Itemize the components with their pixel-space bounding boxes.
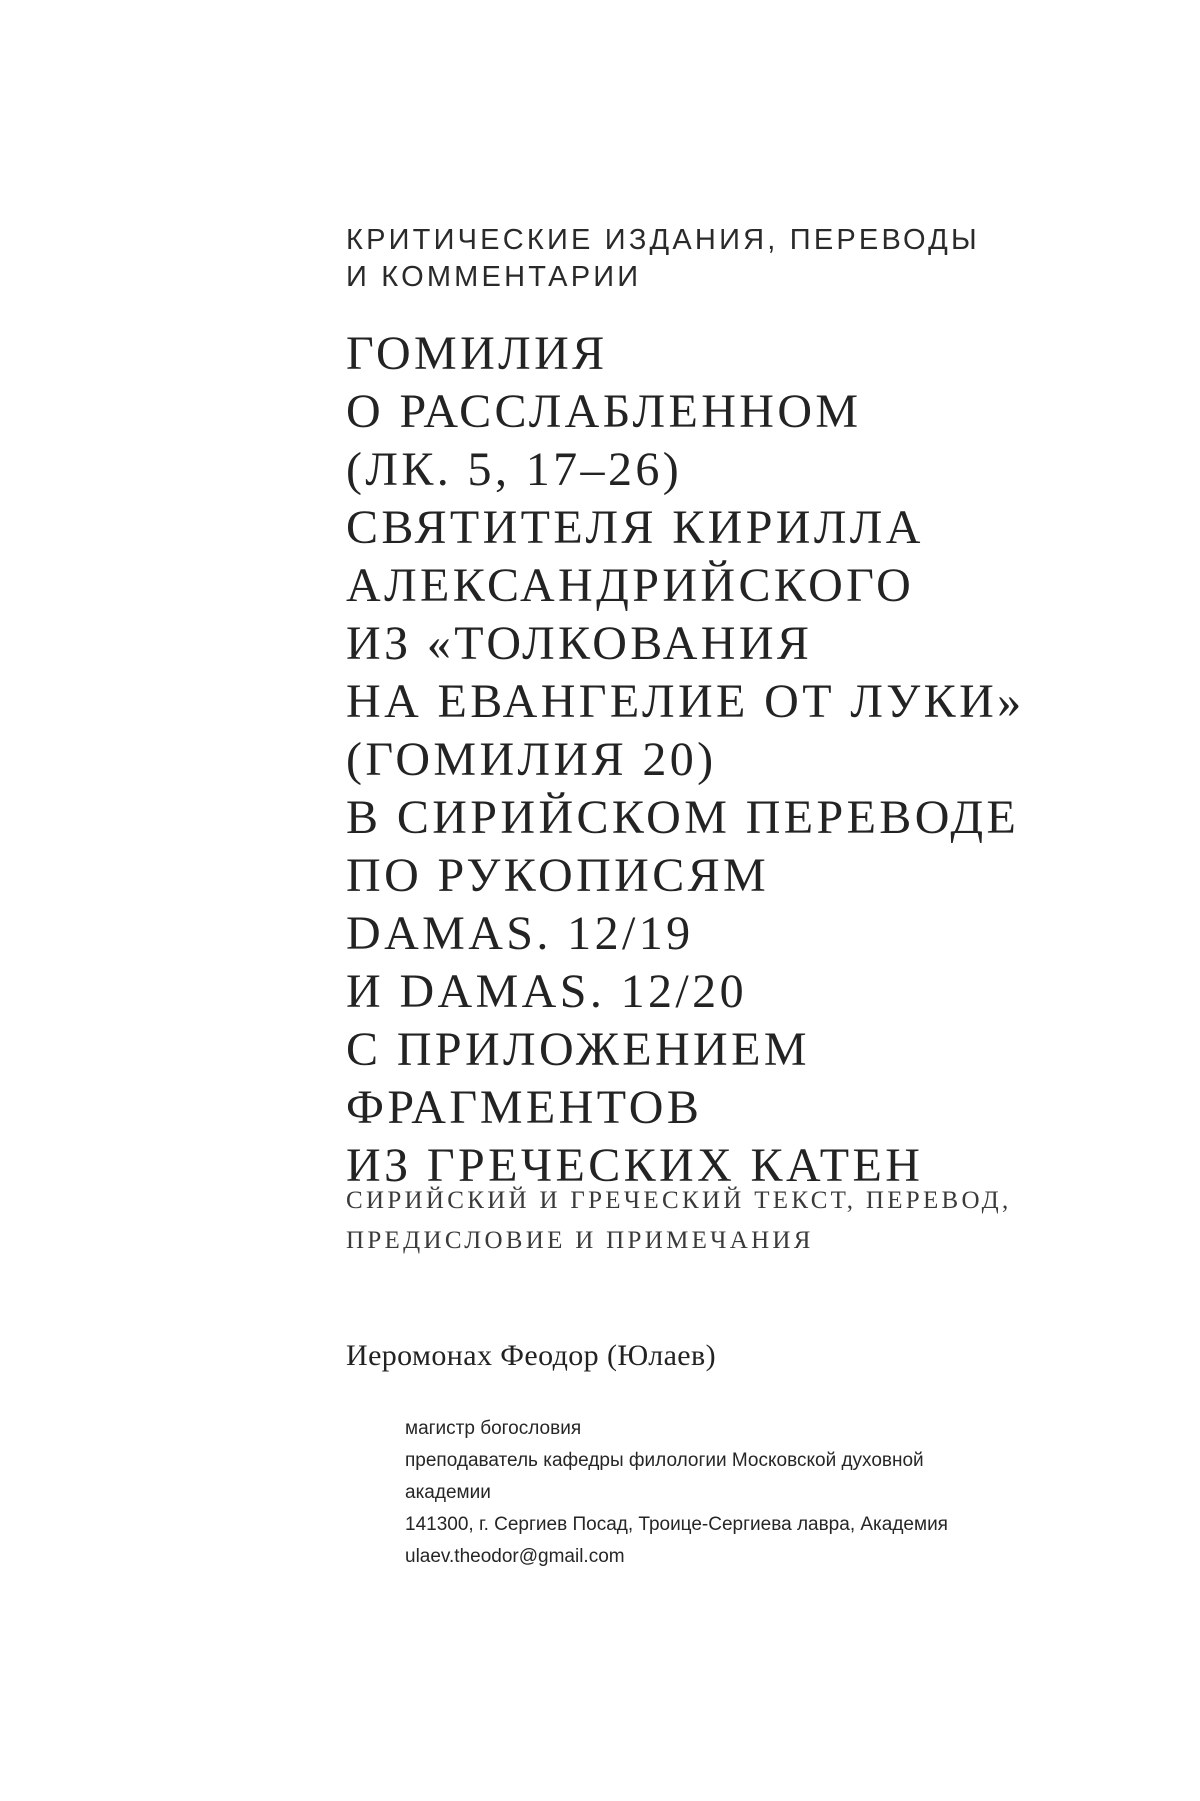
subtitle-line: СИРИЙСКИЙ И ГРЕЧЕСКИЙ ТЕКСТ, ПЕРЕВОД,	[346, 1187, 1012, 1214]
author-affiliation	[405, 1413, 948, 1573]
section-heading-line: И КОММЕНТАРИИ	[346, 261, 642, 293]
title-line: ПО РУКОПИСЯМ	[346, 849, 770, 902]
title-line: DAMAS. 12/19	[346, 907, 694, 960]
title-line: О РАССЛАБЛЕННОМ	[346, 385, 862, 438]
title-line: (ЛК. 5, 17–26)	[346, 443, 683, 496]
subtitle	[346, 1181, 1012, 1261]
subtitle-line: ПРЕДИСЛОВИЕ И ПРИМЕЧАНИЯ	[346, 1227, 814, 1254]
title-line: ГОМИЛИЯ	[346, 327, 608, 380]
section-heading	[346, 222, 980, 296]
affiliation-position: преподаватель кафедры филологии Московской духовной	[405, 1450, 924, 1471]
page-title	[346, 325, 1025, 1195]
title-line: ФРАГМЕНТОВ	[346, 1081, 703, 1134]
title-line: ИЗ «ТОЛКОВАНИЯ	[346, 617, 813, 670]
title-line: И DAMAS. 12/20	[346, 965, 747, 1018]
affiliation-degree: магистр богословия	[405, 1418, 582, 1439]
title-line: НА ЕВАНГЕЛИЕ ОТ ЛУКИ»	[346, 675, 1025, 728]
title-line: (ГОМИЛИЯ 20)	[346, 733, 717, 786]
title-line: С ПРИЛОЖЕНИЕМ	[346, 1023, 810, 1076]
affiliation-address: 141300, г. Сергиев Посад, Троице-Сергиева лавра, Академия	[405, 1514, 948, 1535]
title-line: В СИРИЙСКОМ ПЕРЕВОДЕ	[346, 791, 1020, 844]
title-line: СВЯТИТЕЛЯ КИРИЛЛА	[346, 501, 924, 554]
affiliation-email: ulaev.theodor@gmail.com	[405, 1546, 625, 1567]
title-line: ИЗ ГРЕЧЕСКИХ КАТЕН	[346, 1139, 924, 1192]
author-name: Иеромонах Феодор (Юлаев)	[346, 1339, 716, 1372]
affiliation-position-cont: академии	[405, 1482, 491, 1503]
title-line: АЛЕКСАНДРИЙСКОГО	[346, 559, 915, 612]
section-heading-line: КРИТИЧЕСКИЕ ИЗДАНИЯ, ПЕРЕВОДЫ	[346, 224, 980, 256]
